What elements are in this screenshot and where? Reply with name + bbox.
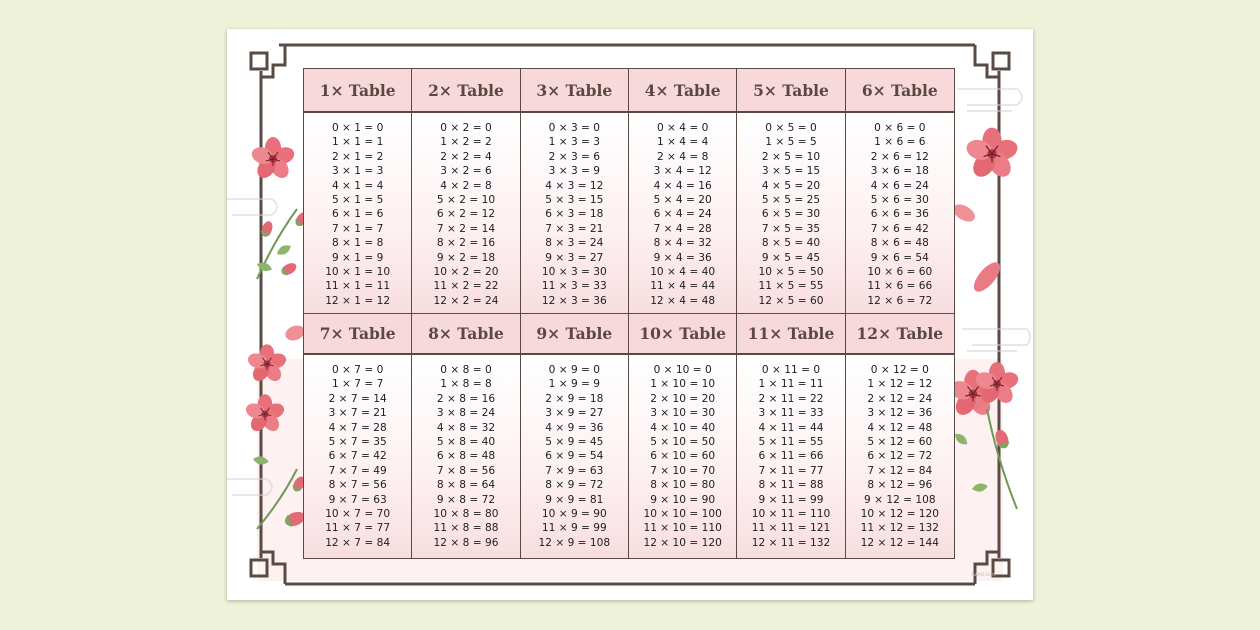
table-row: 3 × 6 = 18 — [870, 165, 929, 178]
table-row: 12 × 8 = 96 — [433, 536, 499, 549]
table-row: 7 × 9 = 63 — [545, 464, 604, 477]
table-row: 10 × 8 = 80 — [433, 507, 499, 520]
table-row: 2 × 9 = 18 — [545, 392, 604, 405]
table-row: 1 × 3 = 3 — [548, 136, 601, 149]
table-row: 8 × 12 = 96 — [867, 479, 933, 492]
table-row: 4 × 5 = 20 — [761, 179, 821, 192]
table-row: 2 × 8 = 16 — [436, 392, 496, 405]
table-row: 8 × 5 = 40 — [761, 237, 821, 250]
table-row: 4 × 10 = 40 — [650, 421, 716, 434]
table-row: 7 × 2 = 14 — [436, 222, 496, 235]
table-body — [521, 113, 629, 313]
table-body — [521, 355, 629, 558]
table-row: 3 × 8 = 24 — [436, 407, 496, 420]
table-row: 7 × 11 = 77 — [758, 464, 824, 477]
table-row: 2 × 12 = 24 — [867, 392, 933, 405]
table-title: 6× Table — [846, 69, 954, 113]
table-row: 11 × 7 = 77 — [325, 522, 391, 535]
table-row: 12 × 5 = 60 — [758, 294, 824, 307]
table-row: 6 × 4 = 24 — [653, 208, 712, 221]
table-row: 2 × 6 = 12 — [870, 150, 929, 163]
table-body — [846, 355, 954, 558]
table-row: 10 × 7 = 70 — [325, 507, 391, 520]
table-row: 6 × 11 = 66 — [758, 450, 824, 463]
table-row: 7 × 8 = 56 — [436, 464, 496, 477]
table-row: 10 × 1 = 10 — [325, 265, 391, 278]
table-row: 1 × 6 = 6 — [874, 136, 926, 149]
table-row: 2 × 1 = 2 — [331, 150, 384, 163]
table-row: 8 × 4 = 32 — [653, 237, 712, 250]
table-row: 4 × 3 = 12 — [545, 179, 604, 192]
table-row: 10 × 10 = 100 — [643, 507, 722, 520]
table-row: 5 × 6 = 30 — [870, 193, 929, 206]
table-row: 1 × 7 = 7 — [331, 378, 384, 391]
table-row: 12 × 12 = 144 — [860, 536, 940, 549]
table-row: 3 × 11 = 33 — [758, 407, 824, 420]
table-row: 10 × 5 = 50 — [758, 265, 824, 278]
table-row: 12 × 3 = 36 — [541, 294, 607, 307]
table-row: 3 × 10 = 30 — [650, 407, 716, 420]
table-row: 1 × 10 = 10 — [650, 378, 716, 391]
table-row: 12 × 7 = 84 — [325, 536, 391, 549]
table-row: 5 × 12 = 60 — [867, 435, 933, 448]
table-row: 0 × 11 = 0 — [761, 364, 821, 376]
table-row: 1 × 11 = 11 — [758, 378, 824, 391]
table-row: 8 × 7 = 56 — [328, 479, 387, 492]
table-title: 2× Table — [412, 69, 520, 113]
table-row: 1 × 12 = 12 — [867, 378, 933, 391]
table-row: 10 × 3 = 30 — [541, 265, 607, 278]
table-row: 6 × 12 = 72 — [867, 450, 933, 463]
table-row: 10 × 6 = 60 — [867, 265, 933, 278]
table-body — [412, 355, 520, 558]
table-title: 11× Table — [737, 313, 845, 355]
table-row: 11 × 2 = 22 — [433, 280, 499, 293]
table-row: 11 × 1 = 11 — [325, 280, 391, 293]
table-row: 6 × 9 = 54 — [545, 450, 604, 463]
table-row: 6 × 3 = 18 — [545, 208, 604, 221]
table-row: 1 × 5 = 5 — [765, 136, 817, 149]
table-row: 10 × 9 = 90 — [541, 507, 607, 520]
table-row: 3 × 1 = 3 — [331, 165, 384, 178]
table-row: 12 × 10 = 120 — [643, 536, 722, 549]
table-title: 5× Table — [737, 69, 845, 113]
table-row: 4 × 1 = 4 — [331, 179, 384, 192]
table-row: 3 × 7 = 21 — [328, 407, 387, 420]
table-row: 5 × 11 = 55 — [758, 435, 824, 448]
table-title: 9× Table — [521, 313, 629, 355]
table-row: 5 × 3 = 15 — [545, 193, 604, 206]
table-row: 7 × 3 = 21 — [545, 222, 604, 235]
table-row: 7 × 6 = 42 — [870, 222, 929, 235]
table-row: 11 × 9 = 99 — [541, 522, 607, 535]
watermark: twinkl.com — [971, 572, 995, 578]
table-body — [846, 113, 954, 313]
table-row: 7 × 7 = 49 — [328, 464, 387, 477]
table-row: 12 × 1 = 12 — [325, 294, 391, 307]
table-row: 4 × 7 = 28 — [328, 421, 387, 434]
table-row: 8 × 10 = 80 — [650, 479, 716, 492]
table-row: 11 × 10 = 110 — [643, 522, 722, 535]
table-row: 2 × 7 = 14 — [328, 392, 387, 405]
table-row: 0 × 7 = 0 — [331, 364, 384, 376]
table-row: 5 × 9 = 45 — [545, 435, 604, 448]
table-row: 3 × 2 = 6 — [440, 165, 492, 178]
table-row: 1 × 9 = 9 — [548, 378, 601, 391]
table-row: 9 × 9 = 81 — [545, 493, 604, 506]
table-row: 1 × 1 = 1 — [331, 136, 384, 149]
table-body — [629, 355, 737, 558]
table-row: 6 × 8 = 48 — [436, 450, 496, 463]
table-row: 6 × 2 = 12 — [436, 208, 496, 221]
table-row: 11 × 4 = 44 — [650, 280, 716, 293]
table-row: 0 × 4 = 0 — [656, 122, 709, 134]
table-row: 8 × 2 = 16 — [436, 237, 496, 250]
table-row: 7 × 1 = 7 — [331, 222, 384, 235]
table-row: 9 × 3 = 27 — [545, 251, 604, 264]
table-row: 9 × 2 = 18 — [436, 251, 496, 264]
table-row: 5 × 10 = 50 — [650, 435, 716, 448]
table-row: 8 × 6 = 48 — [870, 237, 929, 250]
table-title: 4× Table — [629, 69, 737, 113]
table-row: 11 × 12 = 132 — [860, 522, 940, 535]
table-row: 2 × 10 = 20 — [650, 392, 716, 405]
table-row: 11 × 6 = 66 — [867, 280, 933, 293]
table-row: 8 × 3 = 24 — [545, 237, 604, 250]
table-row: 3 × 5 = 15 — [761, 165, 821, 178]
table-body — [412, 113, 520, 313]
table-row: 12 × 11 = 132 — [751, 536, 831, 549]
table-row: 0 × 12 = 0 — [870, 364, 929, 376]
table-row: 4 × 4 = 16 — [653, 179, 712, 192]
table-row: 9 × 8 = 72 — [436, 493, 496, 506]
table-row: 11 × 8 = 88 — [433, 522, 499, 535]
table-row: 9 × 5 = 45 — [761, 251, 821, 264]
table-row: 6 × 1 = 6 — [331, 208, 384, 221]
table-row: 3 × 9 = 27 — [545, 407, 604, 420]
table-row: 4 × 11 = 44 — [758, 421, 824, 434]
table-body — [737, 355, 845, 558]
table-body — [629, 113, 737, 313]
table-row: 1 × 4 = 4 — [656, 136, 709, 149]
table-row: 0 × 9 = 0 — [548, 364, 601, 376]
table-row: 1 × 2 = 2 — [440, 136, 492, 149]
table-title: 12× Table — [846, 313, 954, 355]
table-row: 0 × 8 = 0 — [440, 364, 492, 376]
table-row: 11 × 3 = 33 — [541, 280, 607, 293]
table-row: 6 × 7 = 42 — [328, 450, 387, 463]
times-tables-grid — [303, 68, 955, 559]
table-row: 5 × 1 = 5 — [331, 193, 384, 206]
table-row: 12 × 4 = 48 — [650, 294, 716, 307]
table-row: 9 × 4 = 36 — [653, 251, 712, 264]
table-row: 0 × 6 = 0 — [874, 122, 926, 134]
table-row: 7 × 4 = 28 — [653, 222, 712, 235]
table-title: 10× Table — [629, 313, 737, 355]
table-row: 2 × 5 = 10 — [761, 150, 821, 163]
table-row: 0 × 10 = 0 — [653, 364, 712, 376]
table-row: 7 × 12 = 84 — [867, 464, 933, 477]
table-row: 5 × 5 = 25 — [761, 193, 821, 206]
table-row: 10 × 11 = 110 — [751, 507, 831, 520]
table-row: 5 × 8 = 40 — [436, 435, 496, 448]
table-body — [304, 355, 412, 558]
table-row: 9 × 10 = 90 — [650, 493, 716, 506]
table-row: 4 × 8 = 32 — [436, 421, 496, 434]
table-title: 8× Table — [412, 313, 520, 355]
table-row: 9 × 1 = 9 — [331, 251, 384, 264]
table-row: 5 × 4 = 20 — [653, 193, 712, 206]
table-row: 4 × 6 = 24 — [870, 179, 929, 192]
table-row: 0 × 2 = 0 — [440, 122, 492, 134]
table-row: 3 × 4 = 12 — [653, 165, 712, 178]
table-row: 9 × 12 = 108 — [863, 493, 936, 506]
table-body — [737, 113, 845, 313]
table-row: 6 × 5 = 30 — [761, 208, 821, 221]
table-row: 2 × 3 = 6 — [548, 150, 601, 163]
table-row: 12 × 2 = 24 — [433, 294, 499, 307]
table-row: 6 × 10 = 60 — [650, 450, 716, 463]
table-row: 4 × 9 = 36 — [545, 421, 604, 434]
worksheet-page — [227, 29, 1033, 600]
table-row: 3 × 12 = 36 — [867, 407, 933, 420]
table-row: 1 × 8 = 8 — [440, 378, 492, 391]
table-row: 7 × 5 = 35 — [761, 222, 821, 235]
table-row: 0 × 1 = 0 — [331, 122, 384, 134]
table-row: 5 × 7 = 35 — [328, 435, 387, 448]
table-row: 9 × 6 = 54 — [870, 251, 929, 264]
table-row: 2 × 11 = 22 — [758, 392, 824, 405]
table-row: 11 × 5 = 55 — [758, 280, 824, 293]
table-row: 8 × 11 = 88 — [758, 479, 824, 492]
table-title: 3× Table — [521, 69, 629, 113]
table-row: 12 × 9 = 108 — [538, 536, 611, 549]
table-row: 8 × 9 = 72 — [545, 479, 604, 492]
table-row: 9 × 7 = 63 — [328, 493, 387, 506]
table-row: 9 × 11 = 99 — [758, 493, 824, 506]
table-row: 4 × 2 = 8 — [440, 179, 492, 192]
table-row: 12 × 6 = 72 — [867, 294, 933, 307]
table-row: 5 × 2 = 10 — [436, 193, 496, 206]
table-row: 10 × 2 = 20 — [433, 265, 499, 278]
table-row: 2 × 2 = 4 — [440, 150, 492, 163]
table-body — [304, 113, 412, 313]
table-row: 8 × 8 = 64 — [436, 479, 496, 492]
table-row: 10 × 4 = 40 — [650, 265, 716, 278]
table-row: 7 × 10 = 70 — [650, 464, 716, 477]
table-row: 11 × 11 = 121 — [751, 522, 831, 535]
table-row: 8 × 1 = 8 — [331, 237, 384, 250]
table-row: 2 × 4 = 8 — [656, 150, 709, 163]
table-title: 1× Table — [304, 69, 412, 113]
table-row: 0 × 3 = 0 — [548, 122, 601, 134]
table-row: 0 × 5 = 0 — [765, 122, 817, 134]
table-row: 10 × 12 = 120 — [860, 507, 940, 520]
table-row: 3 × 3 = 9 — [548, 165, 601, 178]
table-row: 6 × 6 = 36 — [870, 208, 929, 221]
table-title: 7× Table — [304, 313, 412, 355]
table-row: 4 × 12 = 48 — [867, 421, 933, 434]
